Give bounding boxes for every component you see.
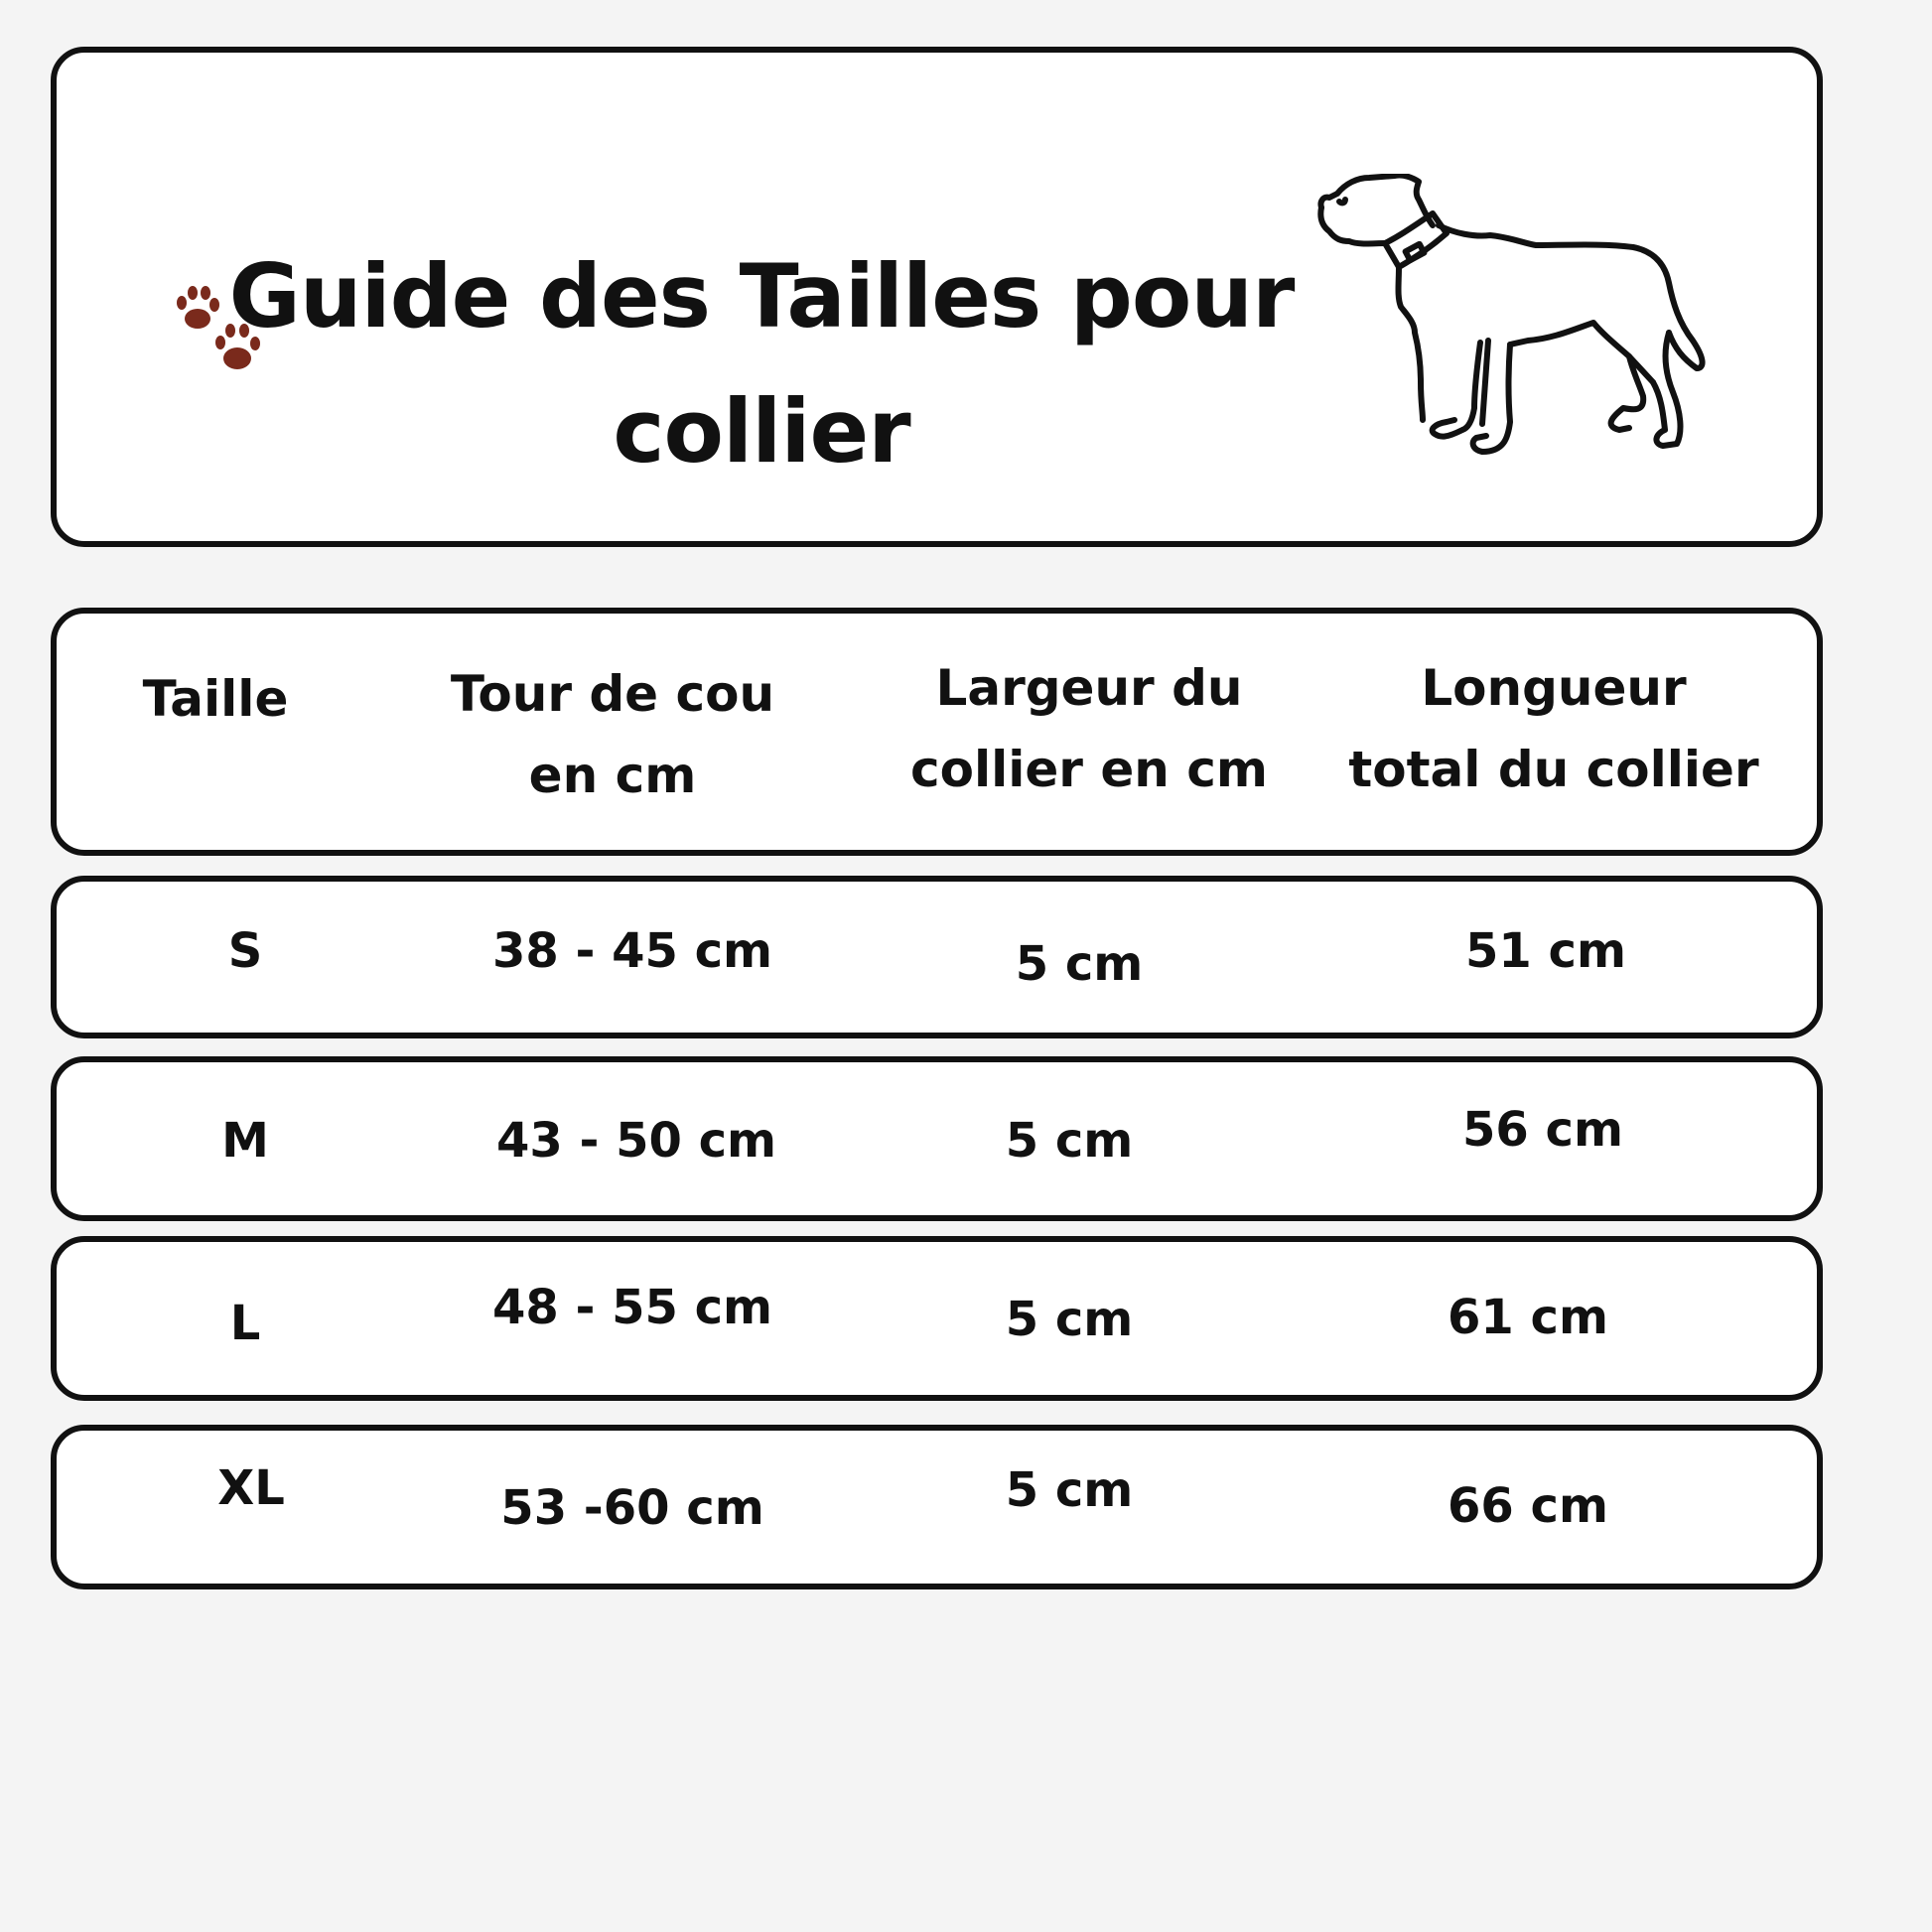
row-tour: 38 - 45 cm — [491, 923, 773, 979]
row-tour: 48 - 55 cm — [491, 1280, 773, 1335]
table-header — [51, 608, 1823, 856]
row-largeur: 5 cm — [1005, 1462, 1134, 1518]
table-row — [51, 1236, 1823, 1401]
header-longueur: Longueur total du collier — [1348, 659, 1759, 798]
table-row — [51, 1425, 1823, 1589]
row-longueur: 66 cm — [1448, 1478, 1608, 1534]
row-largeur: 5 cm — [1005, 1292, 1134, 1347]
row-largeur: 5 cm — [1015, 936, 1144, 992]
header-largeur: Largeur du collier en cm — [909, 659, 1269, 798]
row-taille: M — [221, 1113, 269, 1169]
title-card — [51, 47, 1823, 547]
row-tour: 53 -60 cm — [500, 1480, 764, 1536]
row-longueur: 56 cm — [1462, 1102, 1623, 1158]
row-longueur: 51 cm — [1465, 923, 1626, 979]
row-longueur: 61 cm — [1448, 1290, 1608, 1345]
header-taille: Taille — [142, 670, 289, 728]
table-row — [51, 1056, 1823, 1221]
row-taille: XL — [217, 1460, 285, 1516]
row-taille: S — [227, 923, 263, 979]
dog-with-collar-illustration — [1315, 174, 1802, 571]
row-tour: 43 - 50 cm — [495, 1113, 777, 1169]
row-taille: L — [229, 1296, 261, 1351]
table-row — [51, 876, 1823, 1038]
page-title — [215, 229, 1308, 499]
row-largeur: 5 cm — [1005, 1113, 1134, 1169]
title-line-2: collier — [613, 380, 910, 483]
header-tour-de-cou: Tour de cou en cm — [450, 665, 775, 804]
title-line-1: Guide des Tailles pour — [228, 245, 1295, 347]
